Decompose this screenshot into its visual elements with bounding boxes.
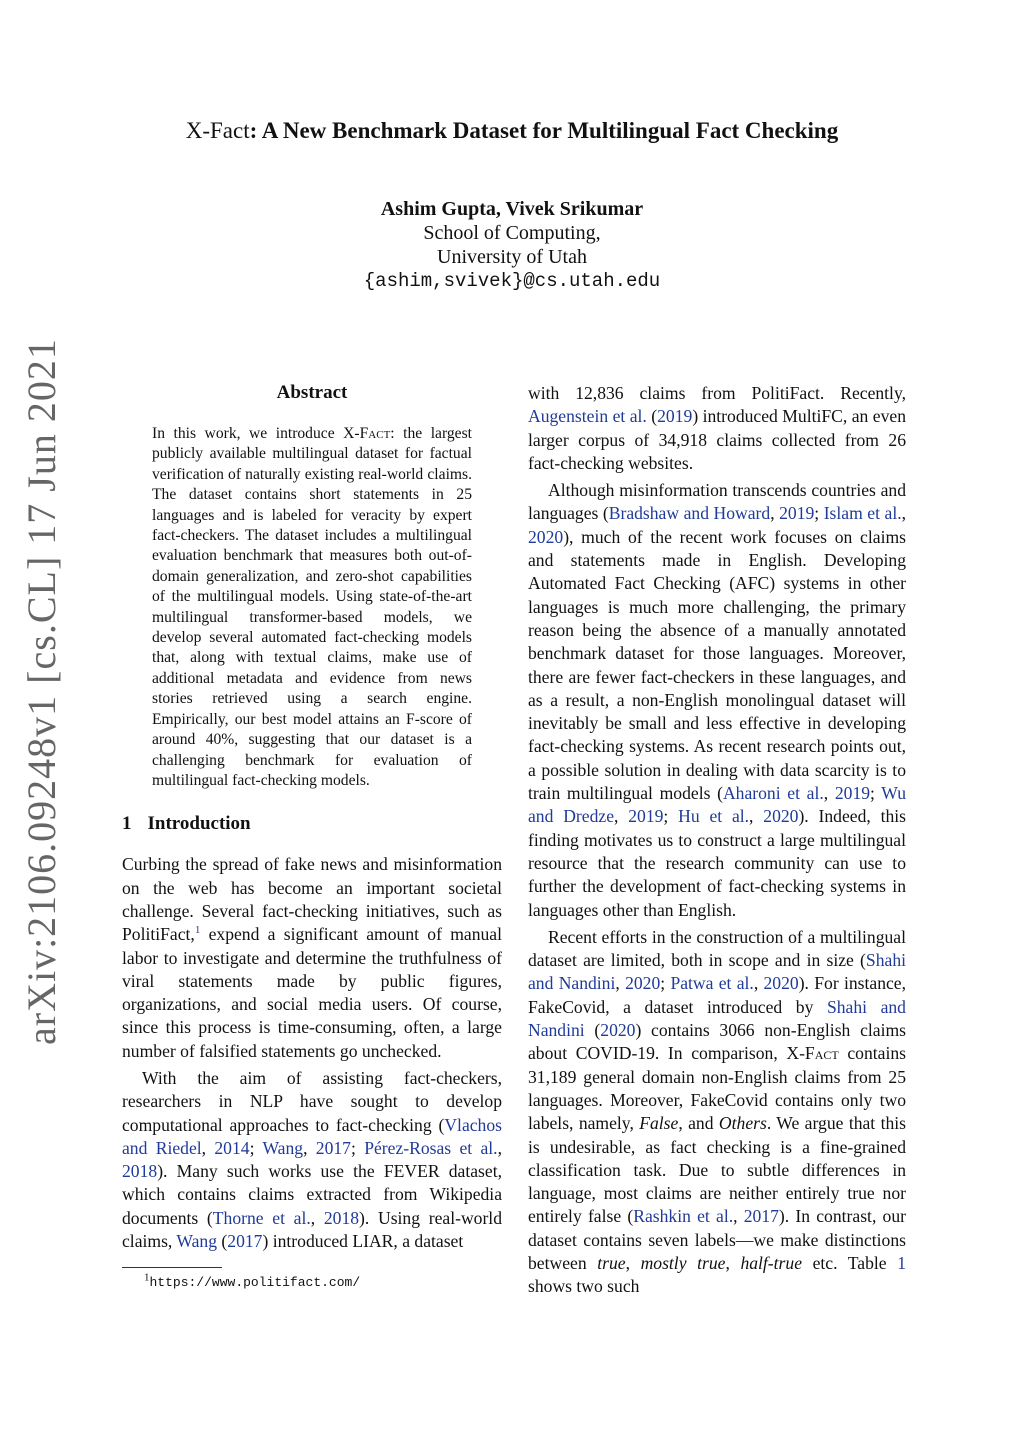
citation-link[interactable]: Hu et al.	[678, 806, 750, 827]
author-block	[0, 197, 1024, 293]
affiliation-line-2: University of Utah	[437, 246, 587, 268]
citation-link[interactable]: 2018	[323, 1207, 360, 1228]
intro-paragraph-1: Curbing the spread of fake news and misinformation on the web has become an important societal challenge. Several fact-checking initiatives, such as PolitiFact,$^1$ expend a significant amount of manual labor to investigate and determine the truthfulness of viral statements made by public figures, organizations, and social media users. Of course, since this process is time-consuming, often, a large number of falsified statements go unchecked.	[122, 854, 502, 1061]
arxiv-identifier: arXiv:2106.09248v1 [cs.CL] 17 Jun 2021	[19, 338, 64, 1045]
left-column	[122, 382, 502, 1290]
citation-link[interactable]: Thorne et al.	[212, 1207, 311, 1228]
citation-link[interactable]: 2019	[657, 406, 693, 427]
footnote-marker[interactable]: 1	[194, 924, 201, 937]
citation-link[interactable]: 2020	[600, 1020, 636, 1041]
citation-link[interactable]: 2020	[763, 973, 799, 994]
footnote-divider	[122, 1267, 222, 1268]
author-names: Ashim Gupta, Vivek Srikumar	[380, 198, 644, 220]
citation-link[interactable]: 2020	[763, 806, 799, 827]
table-reference-link[interactable]: 1	[897, 1252, 907, 1273]
citation-link[interactable]: Aharoni et al.	[722, 783, 824, 804]
author-email[interactable]: {ashim,svivek}@cs.utah.edu	[363, 270, 661, 292]
citation-link[interactable]: 2018	[122, 1161, 158, 1182]
abstract-heading: Abstract	[276, 382, 348, 403]
citation-link[interactable]: Rashkin et al.	[633, 1206, 734, 1227]
right-paragraph-1: with 12,836 claims from PolitiFact. Recently, Augenstein et al. (2019) introduced MultiFC, an even larger corpus of 34,918 claims collected from 26 fact-checking websites.	[528, 383, 907, 473]
section-heading-introduction: 1 Introduction	[122, 813, 251, 835]
right-paragraph-3: Recent efforts in the construction of a multilingual dataset are limited, both in scope and in size (Shahi and Nandini, 2020; Patwa et al., 2020). For instance, FakeCovid, a dataset introduced by Shahi and Nandini (2020) contains 3066 non-English claims about COVID-19. In comparison, X-Fact contains 31,189 general domain non-English claims from 25 languages. Moreover, FakeCovid contains only two labels, namely, False, and Others. We argue that this is undesirable, as fact checking is a fine-grained classification task. Due to subtle differences in language, most claims are neither entirely true nor entirely false (Rashkin et al., 2017). In contrast, our dataset contains seven labels—we make distinctions between true, mostly true, half-true etc. Table 1 shows two such	[528, 926, 907, 1297]
citation-link[interactable]: 2019	[779, 503, 815, 524]
citation-link[interactable]: Pérez-Rosas et al.	[364, 1137, 498, 1158]
citation-link[interactable]: 2020	[625, 973, 661, 994]
citation-link[interactable]: 2019	[834, 783, 871, 804]
citation-link[interactable]: 2020	[528, 526, 564, 547]
citation-link[interactable]: Islam et al.	[823, 503, 902, 524]
citation-link[interactable]: 2014	[214, 1137, 250, 1158]
paper-title	[0, 118, 1024, 144]
affiliation-line-1: School of Computing,	[423, 222, 601, 244]
citation-link[interactable]: Bradshaw and Howard	[608, 503, 771, 524]
citation-link[interactable]: Augenstein et al.	[528, 406, 647, 427]
citation-link[interactable]: Patwa et al.	[670, 973, 754, 994]
citation-link[interactable]: 2017	[743, 1206, 779, 1227]
footnote: $^1$https://www.politifact.com/	[144, 1272, 361, 1291]
title-prefix: X-Fact	[185, 118, 250, 143]
citation-link[interactable]: 2019	[628, 806, 664, 827]
citation-link[interactable]: 2017	[227, 1231, 263, 1252]
abstract-text: In this work, we introduce X-Fact: the largest publicly available multilingual dataset for factual verification of naturally existing real-world claims. The dataset contains short statements in 25 languages and is labeled for veracity by expert fact-checkers. The dataset includes a multilingual evaluation benchmark that measures both out-of-domain generalization, and zero-shot capabilities of the multilingual models. Using state-of-the-art multilingual transformer-based models, we develop several automated fact-checking models that, along with textual claims, make use of additional metadata and evidence from news stories retrieved using a search engine. Empirically, our best model attains an F-score of around 40%, suggesting that our dataset is a challenging benchmark for evaluation of multilingual fact-checking models.	[152, 425, 473, 789]
footnote-url[interactable]: https://www.politifact.com/	[149, 1275, 361, 1291]
citation-link[interactable]: Wang	[262, 1137, 304, 1158]
citation-link[interactable]: Shahi and Nandini	[528, 996, 906, 1041]
title-rest: : A New Benchmark Dataset for Multilingual Fact Checking	[249, 118, 839, 143]
right-paragraph-2: Although misinformation transcends countries and languages (Bradshaw and Howard, 2019; Islam et al., 2020), much of the recent work focuses on claims and statements made in English. Developing Automated Fact Checking (AFC) systems in other languages is much more challenging, the primary reason being the absence of a manually annotated benchmark dataset for those languages. Moreover, there are fewer fact-checkers in these languages, and as a result, a non-English monolingual dataset will inevitably be small and less effective in developing fact-checking systems. As recent research points out, a possible solution in dealing with data scarcity is to train multilingual models (Aharoni et al., 2019; Wu and Dredze, 2019; Hu et al., 2020). Indeed, this finding motivates us to construct a large multilingual resource that the research community can use to further the development of fact-checking systems in languages other than English.	[528, 480, 907, 920]
citation-link[interactable]: Wang	[176, 1231, 218, 1252]
intro-paragraph-2: With the aim of assisting fact-checkers, researchers in NLP have sought to develop computational approaches to fact-checking (Vlachos and Riedel, 2014; Wang, 2017; Pérez-Rosas et al., 2018). Many such works use the FEVER dataset, which contains claims extracted from Wikipedia documents (Thorne et al., 2018). Using real-world claims, Wang (2017) introduced LIAR, a dataset	[122, 1067, 502, 1252]
citation-link[interactable]: Vlachos and Riedel	[122, 1114, 502, 1158]
citation-link[interactable]: 2017	[315, 1137, 351, 1158]
right-column	[528, 382, 906, 1299]
citation-link[interactable]: Shahi and Nandini	[528, 950, 906, 994]
citation-link[interactable]: Wu and Dredze	[528, 783, 906, 827]
